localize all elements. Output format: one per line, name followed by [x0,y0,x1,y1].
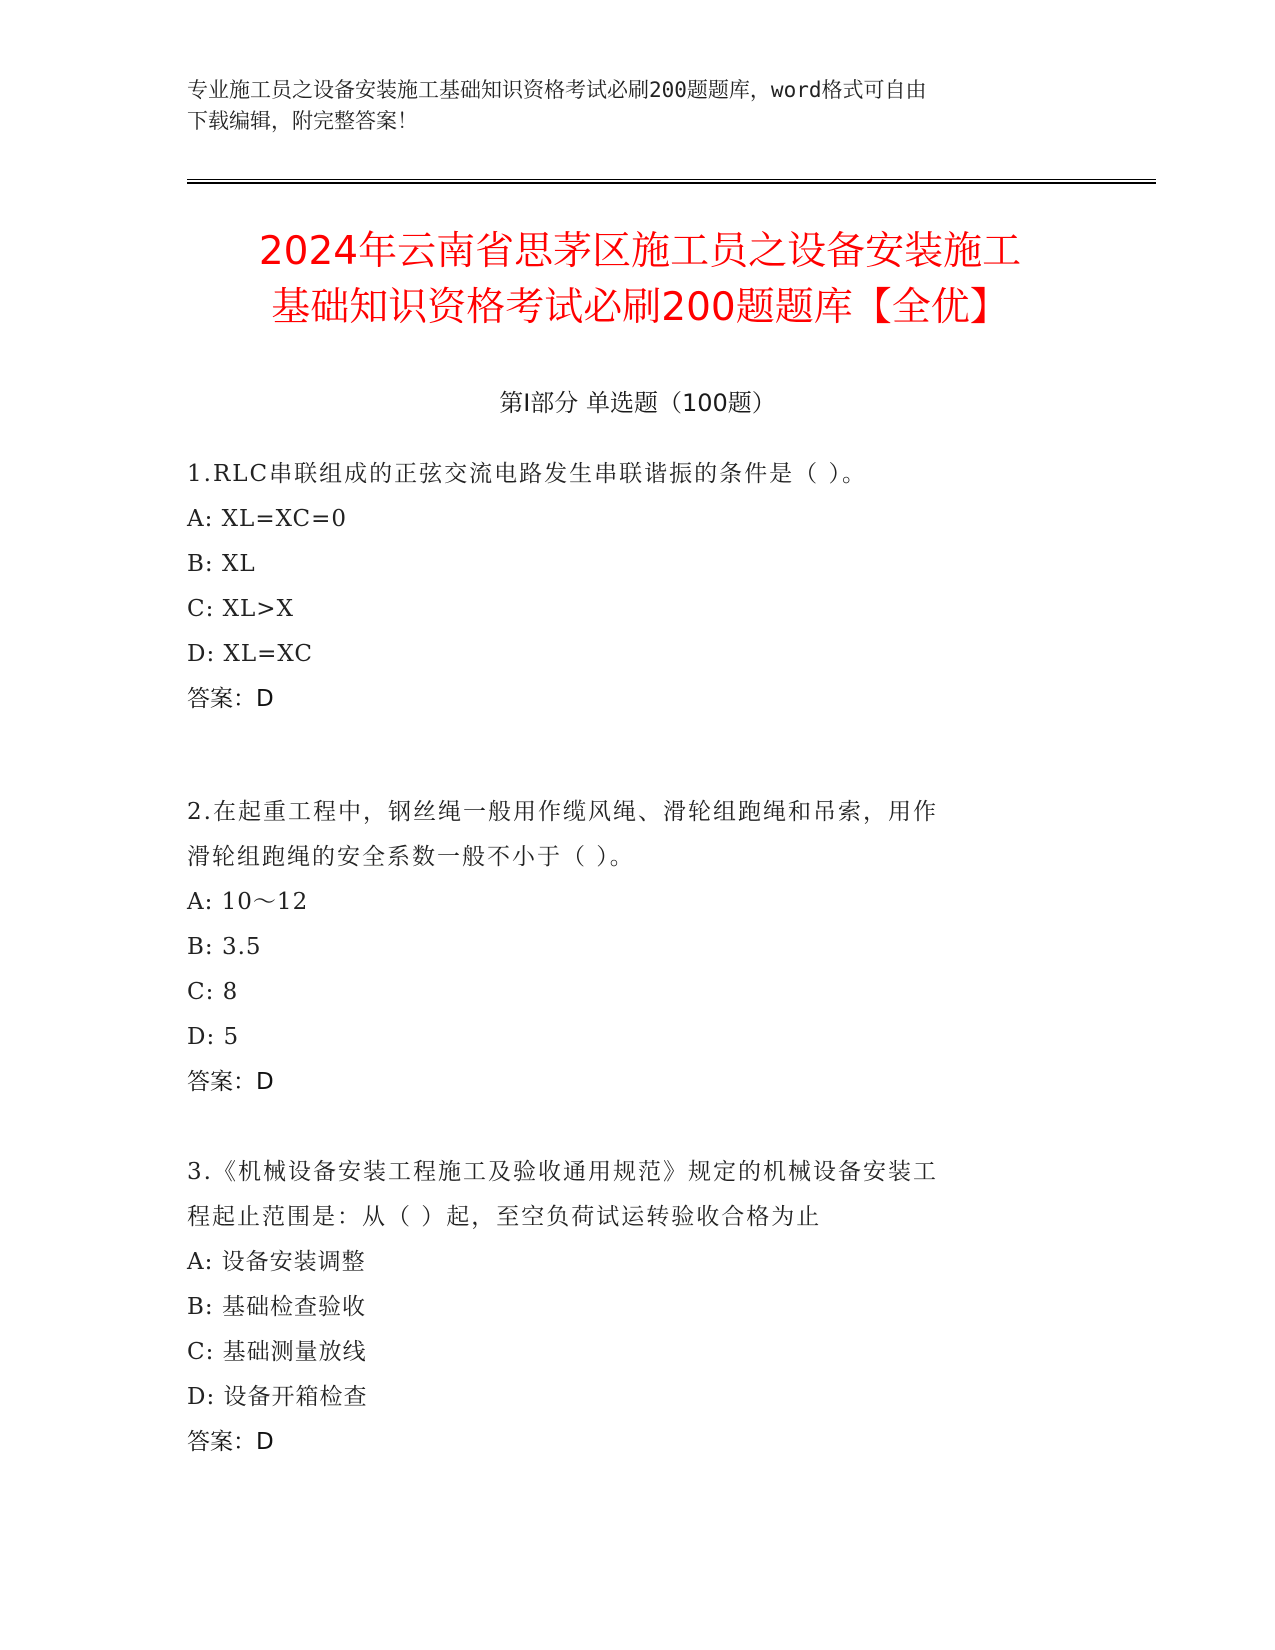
question-2 [187,790,1087,1105]
section-heading: 第Ⅰ部分 单选题（100题） [499,389,776,417]
answer: 答案：D [187,1069,274,1095]
question-stem: 滑轮组跑绳的安全系数一般不小于（ ）。 [187,844,635,870]
option-c: C: 8 [187,979,239,1005]
question-stem: 程起止范围是：从（ ）起，至空负荷试运转验收合格为止 [187,1204,822,1230]
option-c: C: 基础测量放线 [187,1339,367,1365]
intro-text [187,75,1087,137]
title-line: 2024年云南省思茅区施工员之设备安装施工 [258,229,1022,274]
option-d: D: 设备开箱检查 [187,1384,368,1410]
answer: 答案：D [187,686,274,712]
option-b: B: XL [187,551,256,577]
question-stem: 1.RLC串联组成的正弦交流电路发生串联谐振的条件是（ ）。 [187,461,867,487]
option-b: B: 3.5 [187,934,262,960]
option-a: A: 设备安装调整 [187,1249,366,1275]
intro-line: 专业施工员之设备安装施工基础知识资格考试必刷200题题库，word格式可自由 [187,78,927,102]
document-title [160,224,1120,336]
option-b: B: 基础检查验收 [187,1294,366,1320]
question-stem: 3.《机械设备安装工程施工及验收通用规范》规定的机械设备安装工 [187,1159,938,1185]
option-d: D: 5 [187,1024,240,1050]
header-divider-thin [187,179,1156,180]
answer: 答案：D [187,1429,274,1455]
option-d: D: XL=XC [187,641,313,667]
option-c: C: XL>X [187,596,294,622]
header-divider-thick [187,182,1156,184]
question-stem: 2.在起重工程中，钢丝绳一般用作缆风绳、滑轮组跑绳和吊索，用作 [187,799,938,825]
question-3 [187,1150,1087,1465]
option-a: A: 10～12 [187,889,309,915]
option-a: A: XL=XC=0 [187,506,348,532]
question-1 [187,452,1087,722]
intro-line: 下载编辑，附完整答案！ [187,109,418,133]
title-line: 基础知识资格考试必刷200题题库【全优】 [271,285,1009,330]
